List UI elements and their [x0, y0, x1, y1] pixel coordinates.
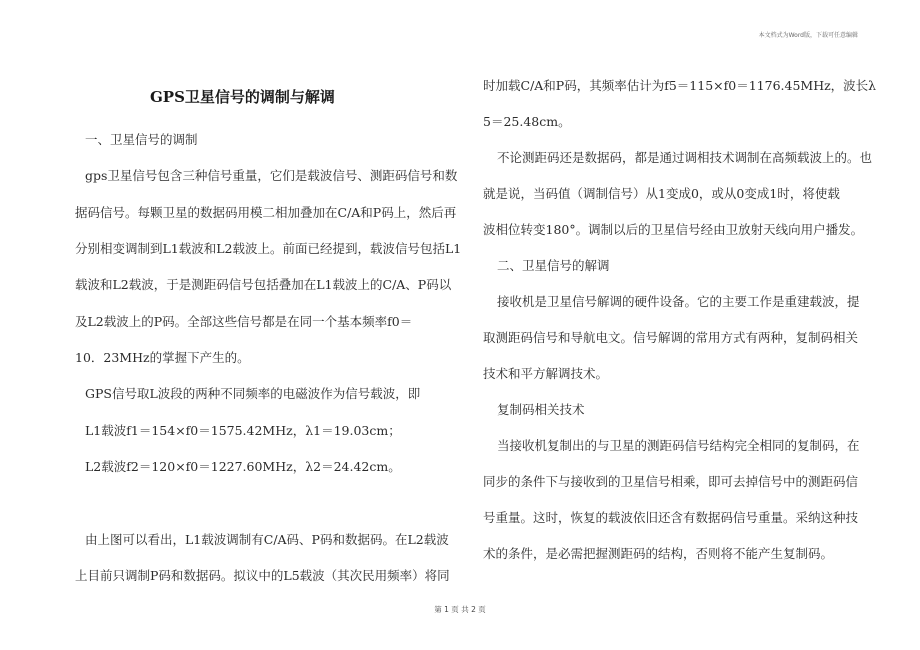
paragraph-line: 分别相变调制到L1载波和L2载波上。前面已经提到，载波信号包括L1 [75, 241, 462, 256]
paragraph-line: 同步的条件下与接收到的卫星信号相乘，即可去掉信号中的测距码信 [483, 474, 859, 489]
formula-line: L2载波f2＝120×f0＝1227.60MHz，λ2＝24.42cm。 [85, 459, 401, 474]
paragraph-line: GPS信号取L波段的两种不同频率的电磁波作为信号载波，即 [85, 386, 421, 401]
paragraph-line: 取测距码信号和导航电文。信号解调的常用方式有两种，复制码相关 [483, 330, 859, 345]
section-heading: 二、卫星信号的解调 [497, 258, 610, 273]
paragraph-line: 波相位转变180°。调制以后的卫星信号经由卫放射天线向用户播发。 [483, 222, 864, 237]
paragraph-line: 时加载C/A和P码，其频率估计为f5＝115×f0＝1176.45MHz，波长λ [483, 78, 877, 93]
paragraph-line: 据码信号。每颗卫星的数据码用模二相加叠加在C/A和P码上，然后再 [75, 205, 457, 220]
paragraph-line: 号重量。这时，恢复的载波依旧还含有数据码信号重量。采纳这种技 [483, 510, 859, 525]
paragraph-line: 当接收机复制出的与卫星的测距码信号结构完全相同的复制码，在 [497, 438, 860, 453]
paragraph-line: 载波和L2载波，于是测距码信号包括叠加在L1载波上的C/A、P码以 [75, 277, 452, 292]
paragraph-line: 就是说，当码值（调制信号）从1变成0，或从0变成1时，将使载 [483, 186, 840, 201]
page-title: GPS卫星信号的调制与解调 [150, 88, 335, 106]
paragraph-line: 上目前只调制P码和数据码。拟议中的L5载波（其次民用频率）将同 [75, 568, 450, 583]
paragraph-line: 由上图可以看出，L1载波调制有C/A码、P码和数据码。在L2载波 [85, 532, 449, 547]
paragraph-line: 接收机是卫星信号解调的硬件设备。它的主要工作是重建载波，提 [497, 294, 860, 309]
paragraph-line: gps卫星信号包含三种信号重量，它们是载波信号、测距码信号和数 [85, 168, 458, 183]
section-heading: 一、卫星信号的调制 [85, 132, 198, 147]
formula-line: L1载波f1＝154×f0＝1575.42MHz，λ1＝19.03cm； [85, 423, 401, 438]
paragraph-line: 10．23MHz的掌握下产生的。 [75, 350, 250, 365]
page-footer: 第 1 页 共 2 页 [434, 605, 486, 614]
paragraph-line: 术的条件，是必需把握测距码的结构，否则将不能产生复制码。 [483, 546, 834, 561]
paragraph-line: 技术和平方解调技术。 [483, 366, 609, 381]
subsection-heading: 复制码相关技术 [497, 402, 585, 417]
paragraph-line: 不论测距码还是数据码，都是通过调相技术调制在高频载波上的。也 [497, 150, 873, 165]
paragraph-line: 5＝25.48cm。 [483, 114, 571, 129]
paragraph-line: 及L2载波上的P码。全部这些信号都是在同一个基本频率f0＝ [75, 314, 413, 329]
header-note: 本文档式为Word版，下载可任意编辑 [758, 32, 858, 39]
